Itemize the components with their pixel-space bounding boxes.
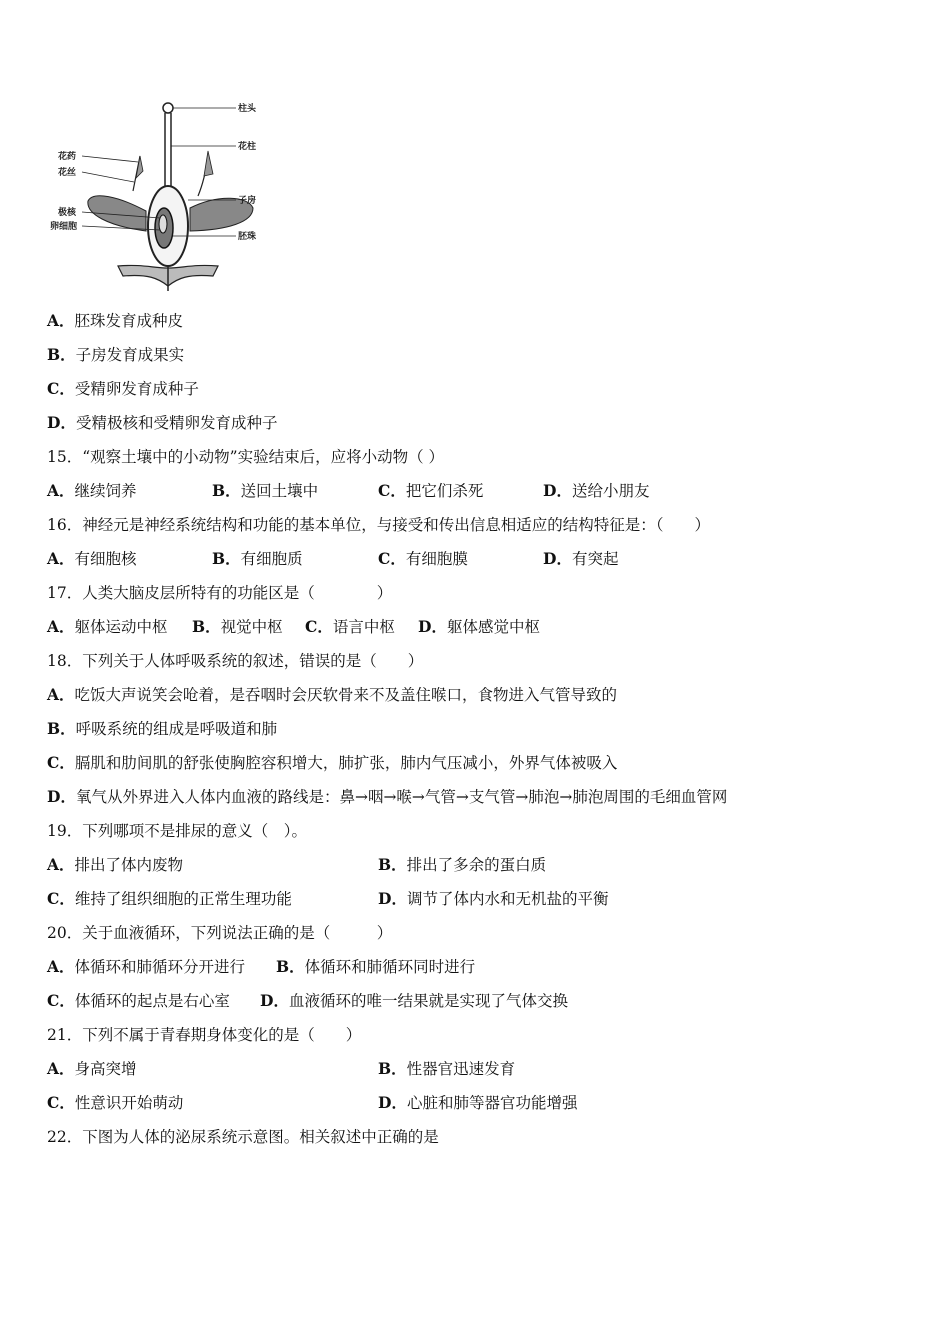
anther-shape — [136, 156, 143, 178]
q19-stem: 19．下列哪项不是排尿的意义（ ）。 — [47, 822, 307, 840]
q17-option-a: A．躯体运动中枢 — [47, 617, 168, 636]
flower-structure-diagram — [48, 96, 278, 296]
label-ovary: 子房 — [238, 196, 257, 206]
q18-option-d: D．氧气从外界进入人体内血液的路线是：鼻→咽→喉→气管→支气管→肺泡→肺泡周围的毛细血管网 — [47, 787, 728, 806]
q14-option-d: D．受精极核和受精卵发育成种子 — [47, 413, 278, 432]
q16-option-c: C．有细胞膜 — [378, 549, 468, 568]
q20-option-b: B．体循环和肺循环同时进行 — [276, 957, 476, 976]
q19-option-d: D．调节了体内水和无机盐的平衡 — [378, 889, 609, 908]
q18-option-a: A．吃饭大声说笑会呛着，是吞咽时会厌软骨来不及盖住喉口，食物进入气管导致的 — [47, 685, 618, 704]
q19-option-c: C．维持了组织细胞的正常生理功能 — [47, 889, 292, 908]
q17-stem: 17．人类大脑皮层所特有的功能区是（ ） — [47, 584, 393, 602]
q14-option-b: B．子房发育成果实 — [47, 345, 185, 364]
q18-option-c: C．膈肌和肋间肌的舒张使胸腔容积增大，肺扩张，肺内气压减小，外界气体被吸入 — [47, 753, 618, 772]
q17-option-b: B．视觉中枢 — [192, 617, 283, 636]
q19-option-b: B．排出了多余的蛋白质 — [378, 855, 547, 874]
q15-option-b: B．送回土壤中 — [212, 481, 319, 500]
q20-stem: 20．关于血液循环，下列说法正确的是（ ） — [47, 924, 393, 942]
q14-option-a: A．胚珠发育成种皮 — [47, 311, 184, 330]
q21-option-d: D．心脏和肺等器官功能增强 — [378, 1093, 578, 1112]
q16-option-d: D．有突起 — [543, 549, 619, 568]
q21-option-b: B．性器官迅速发育 — [378, 1059, 516, 1078]
label-stigma: 柱头 — [238, 104, 257, 114]
q20-option-a: A．体循环和肺循环分开进行 — [47, 957, 246, 976]
q19-option-a: A．排出了体内废物 — [47, 855, 184, 874]
q16-option-b: B．有细胞质 — [212, 549, 303, 568]
label-polar-nuclei: 极核 — [58, 208, 77, 218]
q14-option-c: C．受精卵发育成种子 — [47, 379, 199, 398]
label-egg-cell: 卵细胞 — [50, 222, 78, 232]
q21-option-c: C．性意识开始萌动 — [47, 1093, 184, 1112]
label-ovule: 胚珠 — [238, 232, 257, 242]
q15-option-d: D．送给小朋友 — [543, 481, 650, 500]
q17-option-c: C．语言中枢 — [305, 617, 395, 636]
q21-stem: 21．下列不属于青春期身体变化的是（ ） — [47, 1026, 362, 1044]
q20-option-c: C．体循环的起点是右心室 — [47, 991, 230, 1010]
label-filament: 花丝 — [58, 168, 77, 178]
q15-option-a: A．继续饲养 — [47, 481, 137, 500]
stigma-shape — [163, 103, 173, 113]
label-anther: 花药 — [58, 152, 77, 162]
q18-stem: 18．下列关于人体呼吸系统的叙述，错误的是（ ） — [47, 652, 424, 670]
q15-option-c: C．把它们杀死 — [378, 481, 484, 500]
q16-option-a: A．有细胞核 — [47, 549, 137, 568]
q21-option-a: A．身高突增 — [47, 1059, 137, 1078]
q17-option-d: D．躯体感觉中枢 — [418, 617, 540, 636]
q16-stem: 16．神经元是神经系统结构和功能的基本单位，与接受和传出信息相适应的结构特征是：（ ） — [47, 516, 710, 534]
label-style: 花柱 — [238, 142, 257, 152]
q22-stem: 22．下图为人体的泌尿系统示意图。相关叙述中正确的是 — [47, 1128, 439, 1146]
q20-option-d: D．血液循环的唯一结果就是实现了气体交换 — [260, 991, 568, 1010]
q15-stem: 15．“观察土壤中的小动物”实验结束后，应将小动物（ ） — [47, 448, 445, 466]
q18-option-b: B．呼吸系统的组成是呼吸道和肺 — [47, 719, 278, 738]
